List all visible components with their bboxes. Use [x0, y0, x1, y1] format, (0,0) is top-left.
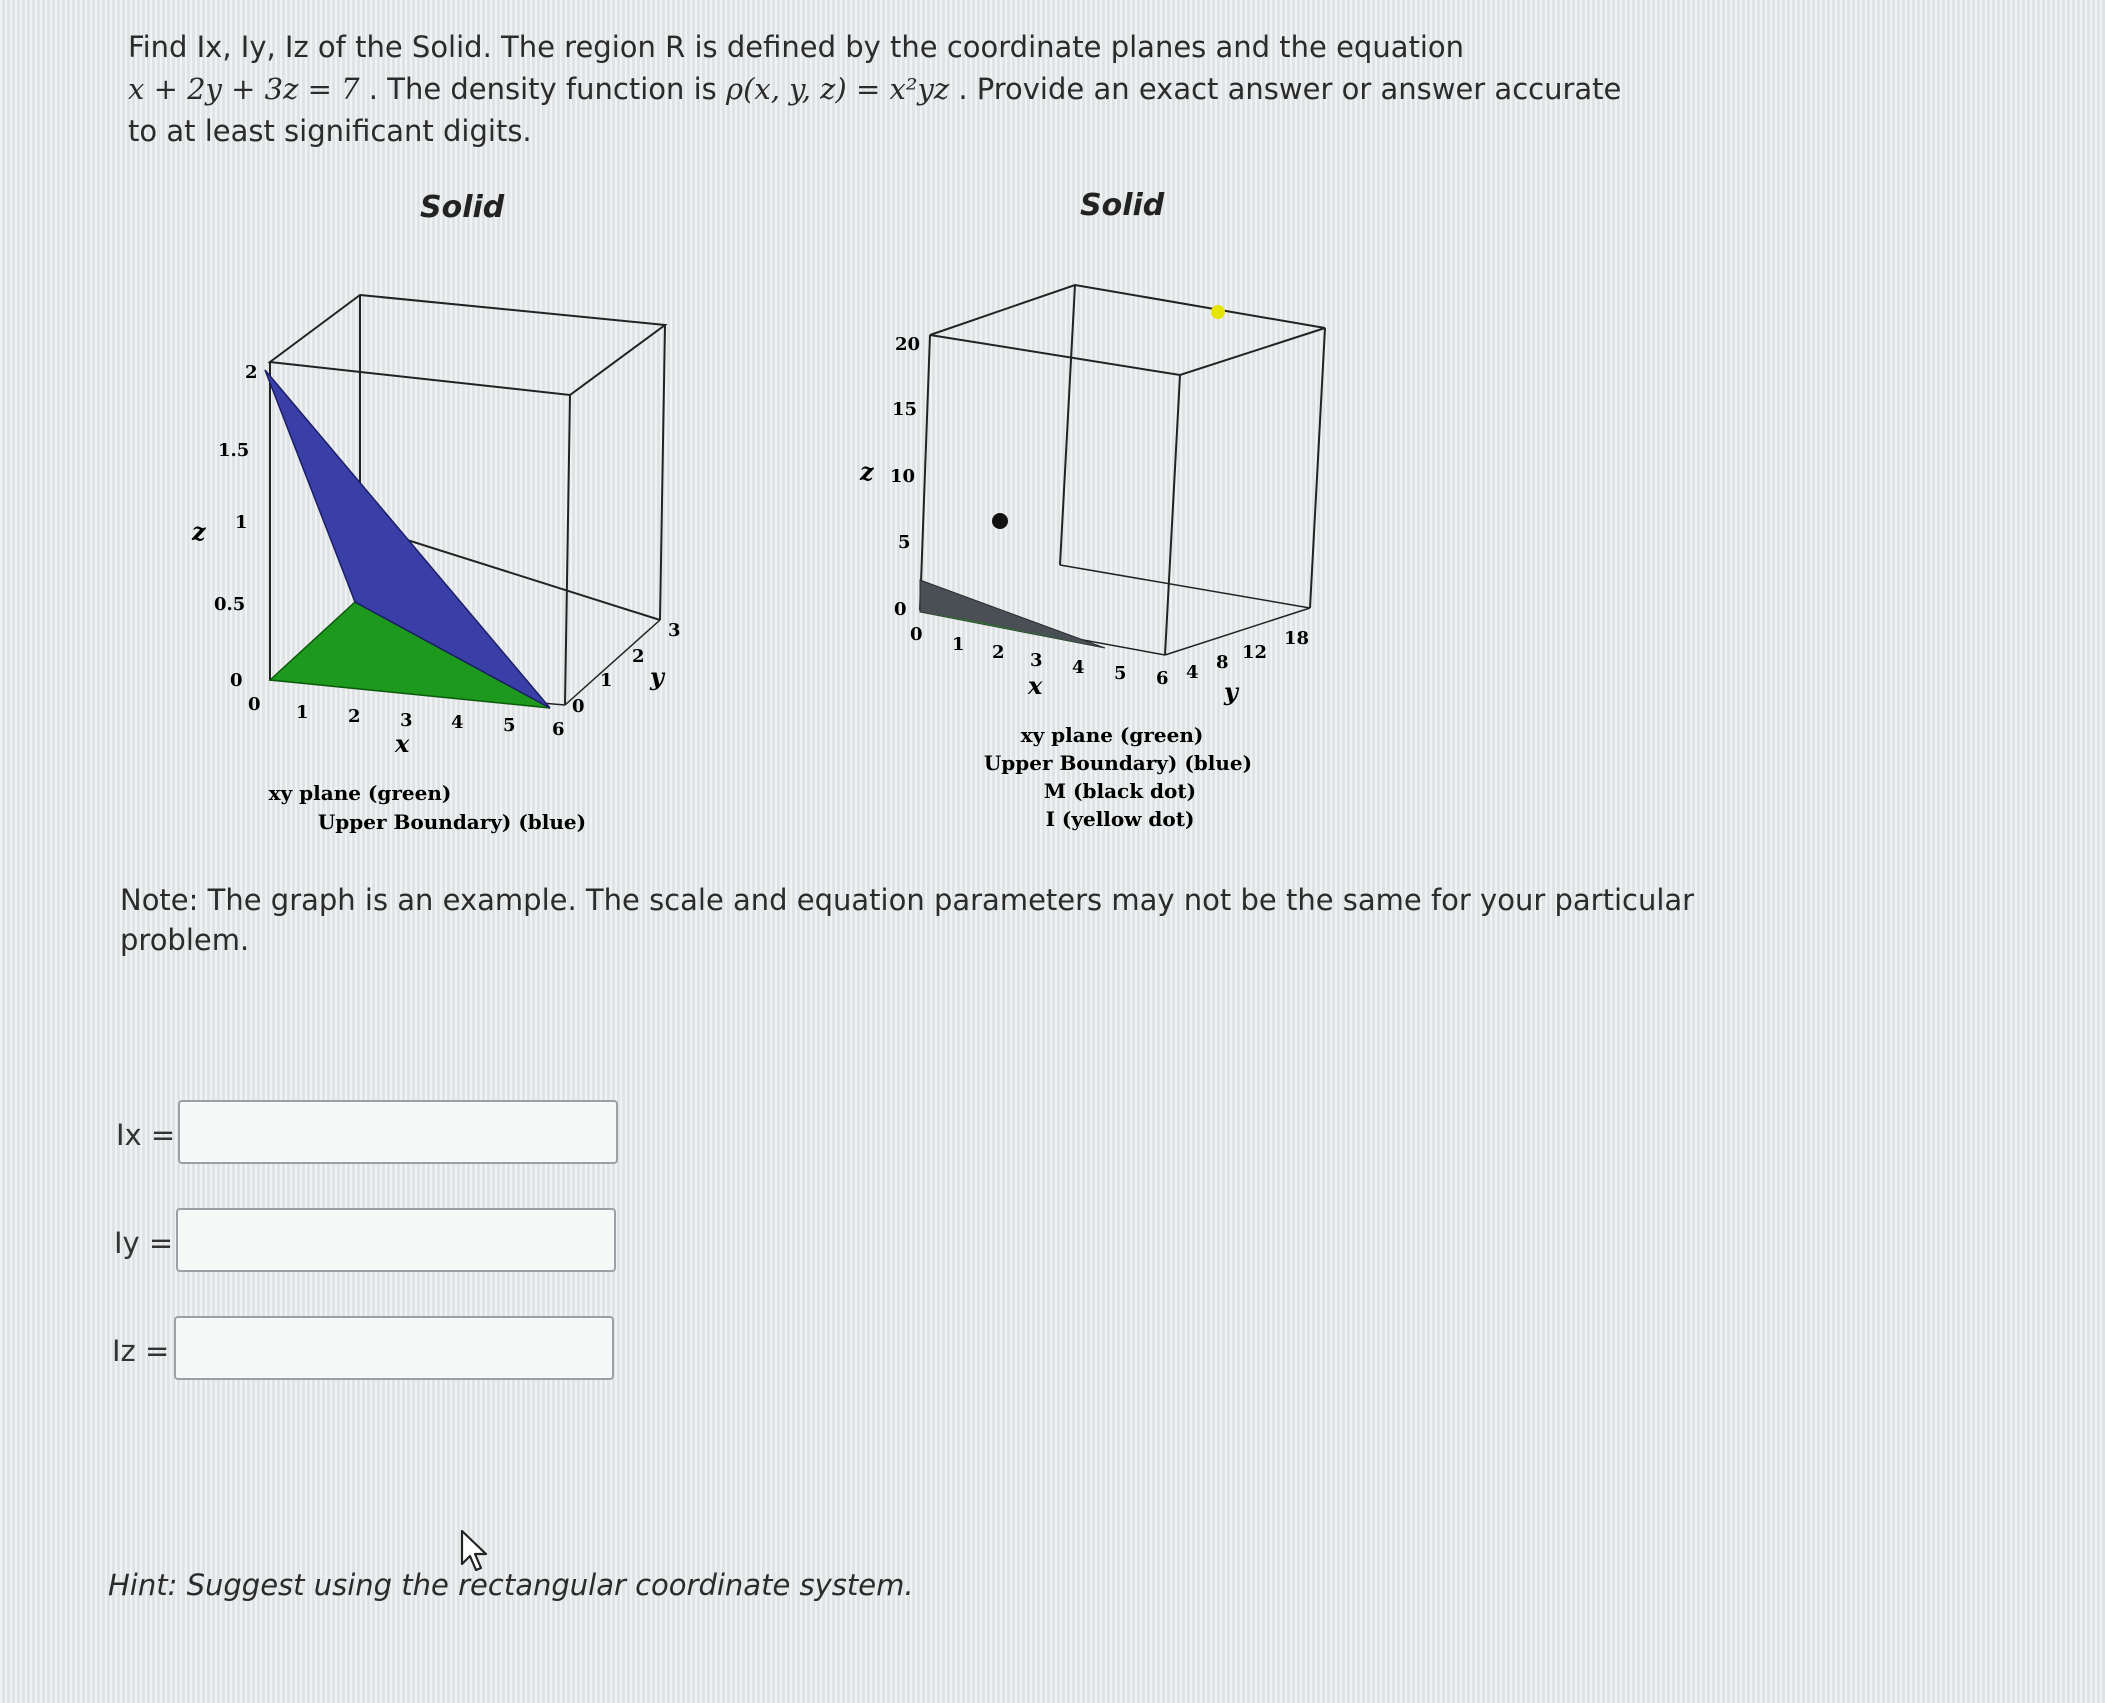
plot1-z-tick: 2: [245, 362, 258, 383]
plot2-legend-entry: xy plane (green): [1020, 723, 1204, 747]
plot2-z-tick: 10: [890, 466, 916, 487]
region-equation: x + 2y + 3z = 7: [128, 72, 360, 106]
iz-label: Iz =: [112, 1334, 170, 1368]
plot2-x-tick: 2: [992, 642, 1005, 663]
ix-label: Ix =: [116, 1118, 176, 1152]
plot2-legend-entry: M (black dot): [1043, 779, 1197, 803]
plot1-x-label: x: [395, 729, 410, 758]
plot1-x-tick: 0: [248, 694, 261, 715]
plot1-z-label: z: [192, 517, 206, 546]
plot2-x-tick: 4: [1072, 657, 1085, 678]
plot2-box-edge: [1060, 565, 1310, 608]
plot2-y-tick: 4: [1186, 662, 1199, 683]
plot1-box-edge: [660, 325, 665, 620]
plot1-box-top: [270, 295, 665, 395]
problem-line-1: Find Ix, Iy, Iz of the Solid. The region R is defined by the coordinate planes and the equation: [128, 30, 1465, 64]
plot2-z-tick: 0: [894, 599, 907, 620]
plot2-y-label: y: [1224, 677, 1238, 706]
hint-prefix: Hint:: [108, 1568, 178, 1602]
plot2-box-edge: [1060, 285, 1075, 565]
plot1-x-tick: 1: [296, 702, 309, 723]
ix-input[interactable]: [178, 1100, 618, 1164]
plot2-x-tick: 1: [952, 634, 965, 655]
plot2-legend-entry: I (yellow dot): [1045, 807, 1195, 831]
plot2-box-edge: [1310, 328, 1325, 608]
plot1-x-tick: 5: [503, 715, 516, 736]
plot2-box-edge: [920, 335, 930, 610]
plot1-y-label: y: [650, 662, 664, 691]
plot1-box-edge: [565, 620, 660, 705]
problem-line-3: to at least significant digits.: [128, 114, 532, 148]
graph-note: Note: The graph is an example. The scale and equation parameters may not be the same for your particular problem.: [120, 883, 1695, 957]
plot1-z-tick: 0: [230, 670, 243, 691]
plot2-z-label: z: [860, 457, 874, 486]
plot1-title: Solid: [420, 190, 505, 225]
density-function: ρ(x, y, z) = x²yz: [726, 72, 950, 106]
plot2-solid: [850, 270, 1370, 850]
plot1-y-tick: 0: [572, 696, 585, 717]
plot2-i-yellow-dot: [1211, 305, 1225, 319]
plot1-solid: [180, 270, 740, 850]
plot1-legend-entry: xy plane (green): [268, 781, 452, 805]
plot2-z-tick: 20: [895, 334, 921, 355]
plot2-z-tick: 15: [892, 399, 918, 420]
plot2-x-tick: 0: [910, 624, 923, 645]
plot2-m-black-dot: [992, 513, 1008, 529]
plot2-box-edge: [1165, 375, 1180, 655]
plot2-y-tick: 18: [1284, 628, 1310, 649]
iy-input[interactable]: [176, 1208, 616, 1272]
plot2-box-top: [930, 285, 1325, 375]
plot2-x-tick: 5: [1114, 663, 1127, 684]
plot1-x-tick: 4: [451, 712, 464, 733]
plot2-y-tick: 12: [1242, 642, 1268, 663]
plot2-legend-entry: Upper Boundary) (blue): [983, 751, 1253, 775]
hint-text: [108, 1568, 914, 1602]
plot2-upper-boundary-blue: [920, 580, 1105, 648]
plot2-y-tick: 8: [1216, 652, 1229, 673]
hint-body: Suggest using the rectangular coordinate system.: [177, 1568, 914, 1602]
problem-line-2-end: . Provide an exact answer or answer accurate: [958, 72, 1622, 106]
plot1-x-tick: 3: [400, 710, 413, 731]
plot2-x-label: x: [1028, 671, 1043, 700]
plot1-z-tick: 0.5: [214, 594, 246, 615]
problem-line-2-mid: . The density function is: [368, 72, 717, 106]
plot1-x-tick: 2: [348, 706, 361, 727]
plot1-z-tick: 1: [235, 512, 248, 533]
plot1-x-tick: 6: [552, 719, 565, 740]
plot1-legend-entry: Upper Boundary) (blue): [317, 810, 587, 834]
problem-line-2: [128, 68, 1688, 110]
plot1-y-tick: 2: [632, 646, 645, 667]
plot1-box-edge: [565, 395, 570, 705]
plot2-z-tick: 5: [898, 532, 911, 553]
plot2-title: Solid: [1080, 188, 1165, 223]
plot2-x-tick: 6: [1156, 668, 1169, 689]
plot1-z-tick: 1.5: [218, 440, 250, 461]
plot2-x-tick: 3: [1030, 650, 1043, 671]
plot1-y-tick: 3: [668, 620, 681, 641]
iz-input[interactable]: [174, 1316, 614, 1380]
plot1-y-tick: 1: [600, 670, 613, 691]
iy-label: Iy =: [114, 1226, 174, 1260]
problem-statement: [128, 26, 1688, 152]
